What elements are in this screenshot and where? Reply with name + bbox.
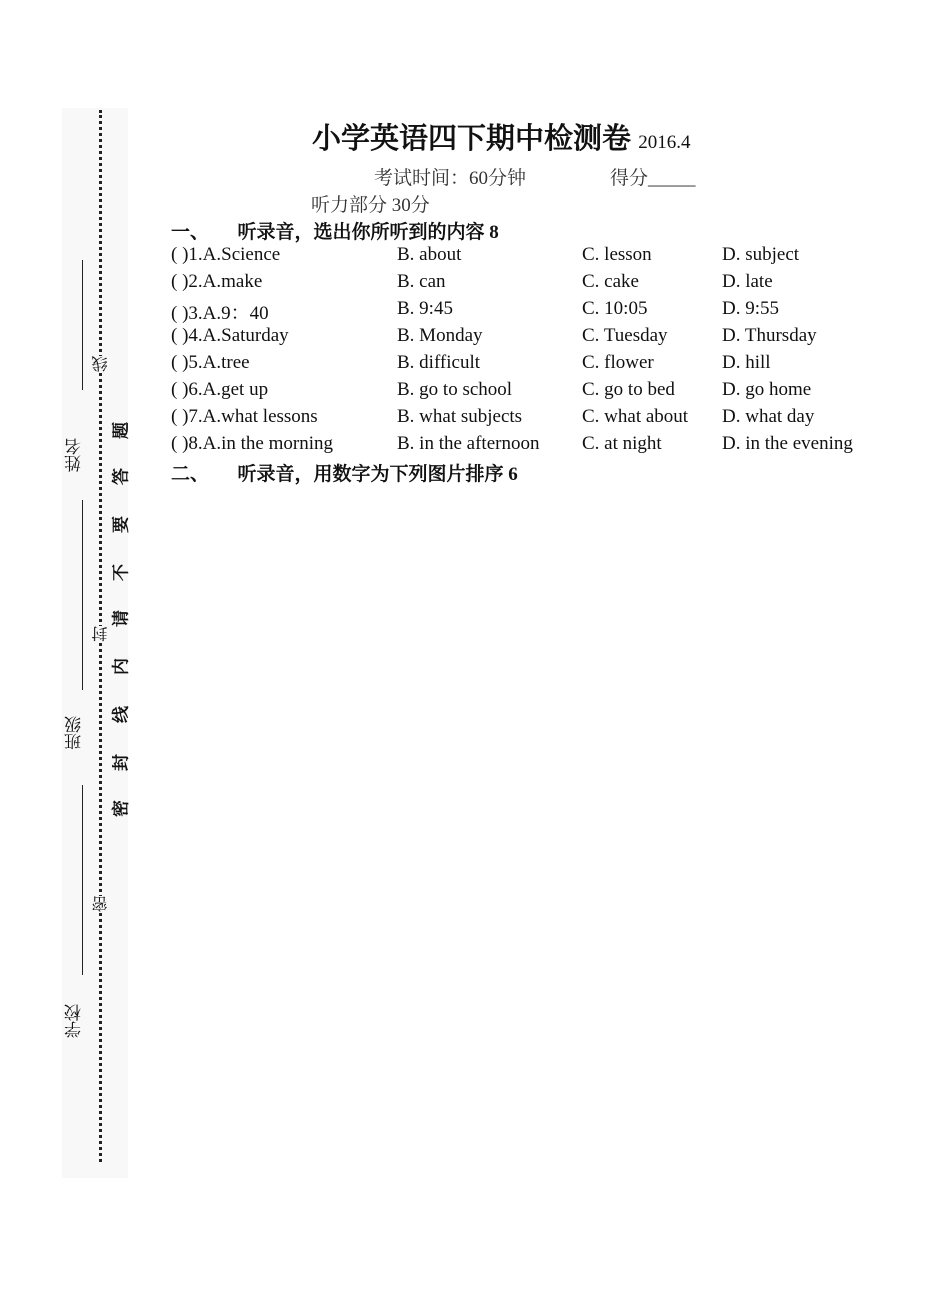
option-c: C. at night	[582, 433, 662, 454]
warning-char: 题	[111, 422, 131, 439]
score-field: 得分_____	[610, 168, 696, 189]
question-number-option-a: ( )7.A.what lessons	[171, 406, 318, 427]
exam-time: 考试时间：60分钟	[374, 168, 527, 189]
option-c: C. flower	[582, 352, 654, 373]
option-b: B. what subjects	[397, 406, 523, 427]
option-d: D. hill	[722, 352, 771, 373]
question-number-option-a: ( )8.A.in the morning	[171, 433, 334, 454]
option-c: C. what about	[582, 406, 689, 427]
warning-char: 线	[111, 706, 131, 723]
listening-part: 听力部分 30分	[311, 195, 430, 216]
class-label: 班级	[65, 716, 84, 750]
option-b: B. 9:45	[397, 298, 453, 319]
option-d: D. 9:55	[722, 298, 779, 319]
question-number-option-a: ( )1.A.Science	[171, 244, 281, 265]
option-b: B. go to school	[397, 379, 513, 400]
question-number-option-a: ( )3.A.9：40	[171, 303, 269, 324]
school-underline	[82, 785, 83, 975]
section1-heading: 一、 听录音，选出你所听到的内容 8	[171, 222, 499, 243]
option-c: C. 10:05	[582, 298, 648, 319]
option-c: C. go to bed	[582, 379, 675, 400]
question-number-option-a: ( )4.A.Saturday	[171, 325, 289, 346]
option-d: D. in the evening	[722, 433, 853, 454]
question-number-option-a: ( )5.A.tree	[171, 352, 250, 373]
option-c: C. Tuesday	[582, 325, 668, 346]
option-d: D. go home	[722, 379, 812, 400]
option-c: C. cake	[582, 271, 639, 292]
warning-char: 答	[111, 468, 131, 485]
secret-mark: 密	[90, 896, 113, 912]
warning-char: 内	[111, 658, 131, 675]
warning-char: 要	[111, 516, 131, 533]
section2-heading: 二、 听录音，用数字为下列图片排序 6	[171, 464, 518, 485]
option-d: D. subject	[722, 244, 800, 265]
title-text: 小学英语四下期中检测卷	[312, 123, 632, 155]
option-b: B. in the afternoon	[397, 433, 540, 454]
option-c: C. lesson	[582, 244, 652, 265]
option-b: B. about	[397, 244, 462, 265]
option-b: B. difficult	[397, 352, 481, 373]
name-underline	[82, 260, 83, 390]
warning-char: 封	[111, 754, 131, 771]
page-title	[312, 116, 691, 157]
line-mark: 线	[90, 356, 113, 372]
seal-mark: 封	[90, 626, 113, 642]
option-d: D. Thursday	[722, 325, 817, 346]
warning-char: 不	[111, 564, 131, 581]
question-number-option-a: ( )6.A.get up	[171, 379, 269, 400]
question-number-option-a: ( )2.A.make	[171, 271, 263, 292]
warning-char: 请	[111, 610, 131, 627]
name-label: 姓名	[65, 438, 84, 472]
option-d: D. late	[722, 271, 773, 292]
school-label: 学校	[65, 1004, 84, 1038]
warning-char: 密	[111, 800, 131, 817]
title-date: 2016.4	[638, 132, 691, 153]
option-b: B. Monday	[397, 325, 483, 346]
class-underline-top	[82, 500, 83, 690]
option-d: D. what day	[722, 406, 815, 427]
option-b: B. can	[397, 271, 446, 292]
